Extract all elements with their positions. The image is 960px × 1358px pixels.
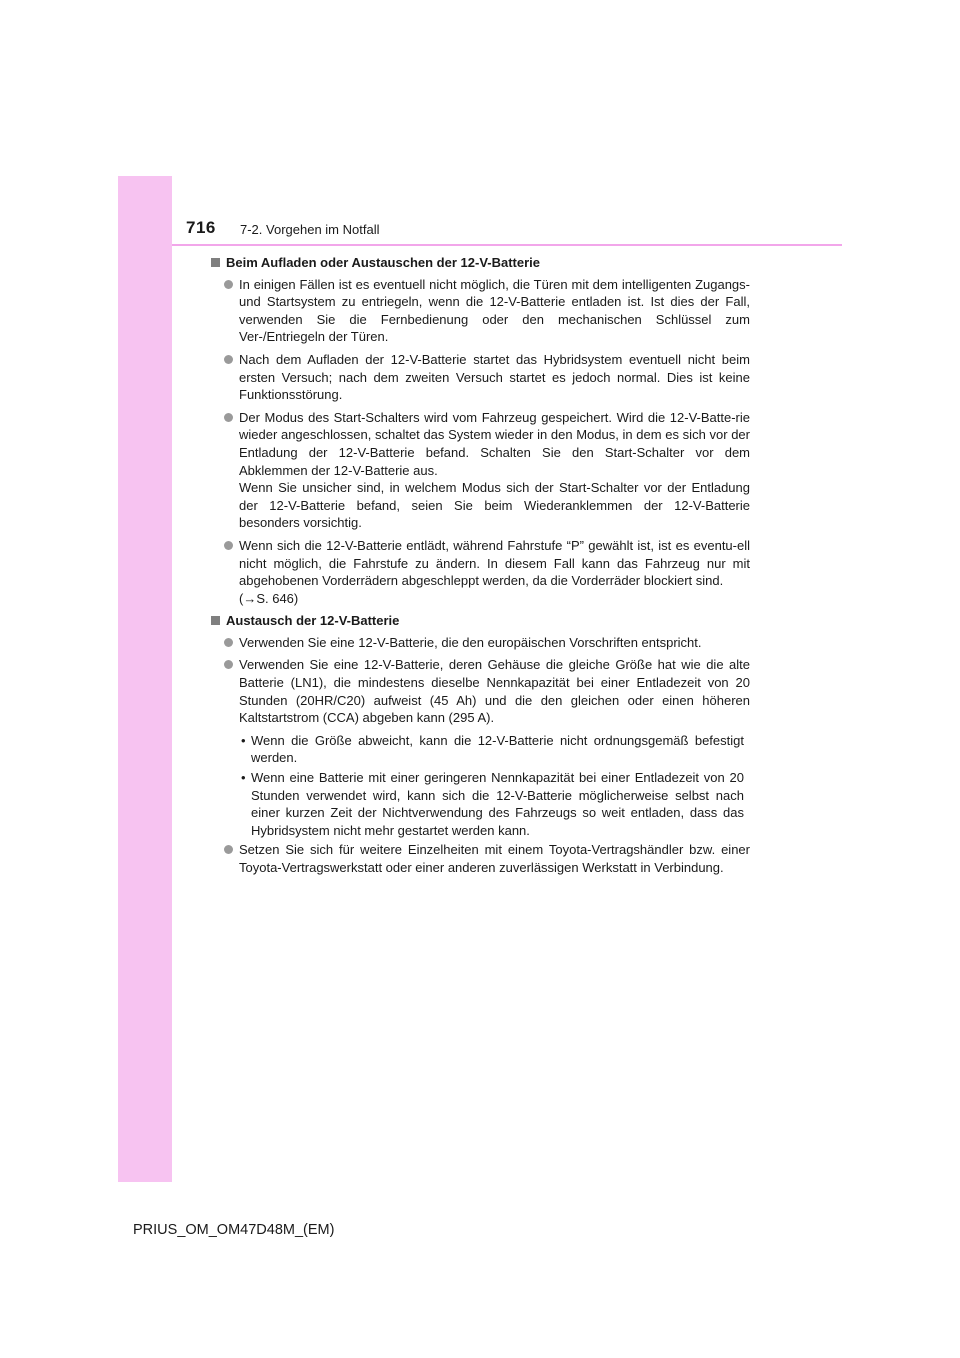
bullet-item xyxy=(211,351,750,404)
bullet-paragraph: Wenn Sie unsicher sind, in welchem Modus sich der Start-Schalter vor der Entladung der 12-V-Batterie befand, seien Sie beim Wiederanklemmen der 12-V-Batterie besonders vorsichtig. xyxy=(239,480,750,531)
sub-bullet-marker: • xyxy=(241,732,246,748)
circle-bullet-icon xyxy=(224,638,233,647)
sub-list-item xyxy=(211,732,750,767)
chapter-sidebar xyxy=(118,176,172,1182)
sub-list-text: Wenn eine Batterie mit einer geringeren Nennkapazität bei einer Entladezeit von 20 Stunden verwendet wird, kann sich die 12-V-Batterie möglicherweise selbst nach einer kurzen Zeit der Nichtverwendung des Fahrzeugs so weit entladen, dass das Hybridsystem nicht mehr gestartet werden kann. xyxy=(251,770,744,838)
bullet-item xyxy=(211,656,750,726)
bullet-item xyxy=(211,409,750,532)
section-heading-text: Austausch der 12-V-Batterie xyxy=(226,613,400,629)
bullet-paragraph: Verwenden Sie eine 12-V-Batterie, deren Gehäuse die gleiche Größe hat wie die alte Batterie (LN1), die mindestens dieselbe Nennkapazität bei einer Entladezeit von 20 Stunden (20HR/C20) aufweist (45 Ah) und die den gleichen oder einen höheren Kaltstartstrom (CCA) abgeben kann (295 A). xyxy=(239,657,750,726)
sub-list xyxy=(211,732,750,840)
square-bullet-icon xyxy=(211,616,220,625)
bullet-paragraph: Wenn sich die 12-V-Batterie entlädt, während Fahrstufe “P” gewählt ist, ist es eventu-ell nicht möglich, die Fahrstufe zu ändern. In diesem Fall kann das Fahrzeug nur mit abgehobenen Vorderrädern abgeschleppt werden, da die Vorderräder blockiert sind. xyxy=(239,537,750,589)
circle-bullet-icon xyxy=(224,845,233,854)
footer-document-id: PRIUS_OM_OM47D48M_(EM) xyxy=(133,1222,335,1238)
square-bullet-icon xyxy=(211,258,220,267)
page-reference-link[interactable]: (→S. 646) xyxy=(239,590,299,606)
bullet-paragraph: Der Modus des Start-Schalters wird vom Fahrzeug gespeichert. Wird die 12-V-Batte-rie wieder angeschlossen, schaltet das System wieder in den Modus, in dem es sich vor der Entladung der 12-V-Batterie befand. Schalten Sie den Start-Schalter vor dem Abklemmen der 12-V-Batterie aus. xyxy=(239,409,750,478)
bullet-paragraph: Nach dem Aufladen der 12-V-Batterie startet das Hybridsystem eventuell nicht beim ersten Versuch; nach dem zweiten Versuch startet es jedoch normal. Dies ist keine Funktionsstörung. xyxy=(239,351,750,403)
bullet-item xyxy=(211,634,750,652)
section-heading xyxy=(211,612,750,630)
circle-bullet-icon xyxy=(224,660,233,669)
sub-list-text: Wenn die Größe abweicht, kann die 12-V-Batterie nicht ordnungsgemäß befestigt werden. xyxy=(251,732,744,766)
bullet-paragraph: In einigen Fällen ist es eventuell nicht möglich, die Türen mit dem intelligenten Zugangs- und Startsystem zu entriegeln, wenn die 12-V-Batterie entladen ist. Ist dies der Fall, verwenden Sie die Fernbedienung oder den mechanischen Schlüssel zum Ver-/Entriegeln der Türen. xyxy=(239,276,750,345)
circle-bullet-icon xyxy=(224,280,233,289)
section-title: 7-2. Vorgehen im Notfall xyxy=(240,222,380,237)
section-heading-text: Beim Aufladen oder Austauschen der 12-V-Batterie xyxy=(226,255,541,270)
bullet-item xyxy=(211,841,750,876)
bullet-paragraph: Verwenden Sie eine 12-V-Batterie, die den europäischen Vorschriften entspricht. xyxy=(239,634,702,650)
bullet-item xyxy=(211,276,750,346)
page-number: 716 xyxy=(186,218,216,237)
section-heading xyxy=(211,254,750,272)
header-rule xyxy=(172,244,842,246)
page-content xyxy=(211,254,750,882)
circle-bullet-icon xyxy=(224,355,233,364)
circle-bullet-icon xyxy=(224,541,233,550)
sub-list-item xyxy=(211,769,750,839)
sub-bullet-marker: • xyxy=(241,770,246,786)
circle-bullet-icon xyxy=(224,413,233,422)
bullet-item xyxy=(211,537,750,607)
bullet-paragraph: Setzen Sie sich für weitere Einzelheiten mit einem Toyota-Vertragshändler bzw. einer Toyota-Vertragswerkstatt oder einer anderen zuverlässigen Werkstatt in Verbindung. xyxy=(239,842,750,875)
